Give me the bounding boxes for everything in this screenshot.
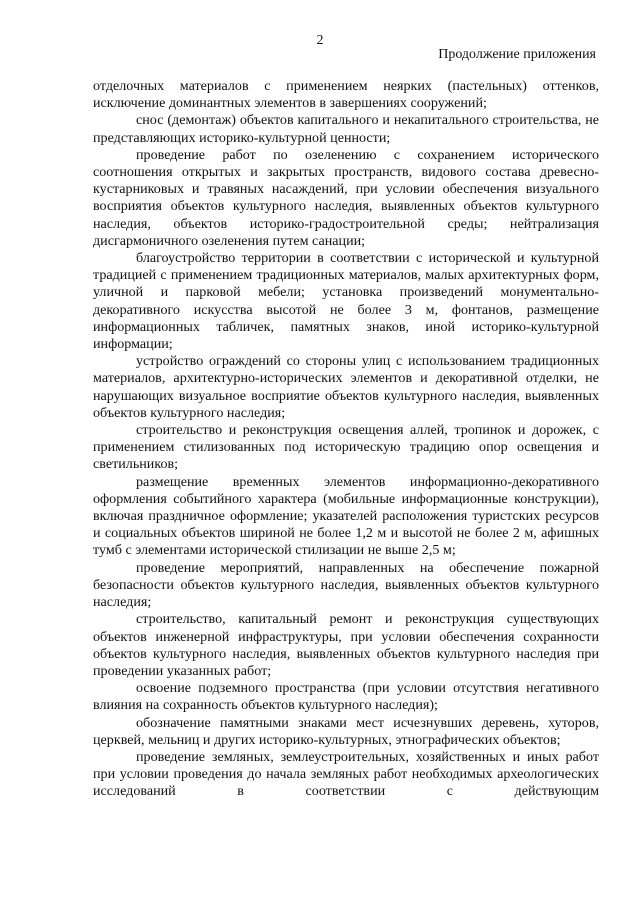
running-header: Продолжение приложения xyxy=(438,47,596,62)
paragraph-fire-safety: проведение мероприятий, направленных на обеспечение пожарной безопасности объектов культурного наследия, выявленных объектов культурного наследия; xyxy=(93,559,599,611)
paragraph-fencing: устройство ограждений со стороны улиц с использованием традиционных материалов, архитектурно-исторических элементов и декоративной отделки, не нарушающих визуальное восприятие объектов культурного наследия, выявленных объектов культурного наследия; xyxy=(93,353,599,421)
page-number: 2 xyxy=(316,33,324,48)
paragraph-temporary-elements: размещение временных элементов информационно-декоративного оформления событийного характера (мобильные информационные конструкции), включая праздничное оформление; указателей расположения туристских ресурсов и социальных объектов шириной не более 1,2 м и высотой не более 2 м, афишных тумб с элементами исторической стилизации не выше 2,5 м; xyxy=(93,473,599,559)
paragraph-memorial-signs: обозначение памятными знаками мест исчезнувших деревень, хуторов, церквей, мельниц и других историко-культурных, этнографических объектов; xyxy=(93,714,599,748)
paragraph-landscaping: проведение работ по озеленению с сохранением исторического соотношения открытых и закрытых пространств, видового состава древесно-кустарниковых и травяных насаждений, при условии обеспечения визуального восприятия объектов культурного наследия, выявленных объектов культурного наследия, объектов историко-градостроительной среды; нейтрализация дисгармоничного озеленения путем санации; xyxy=(93,146,599,249)
paragraph-engineering-infrastructure: строительство, капитальный ремонт и реконструкция существующих объектов инженерной инфраструктуры, при условии обеспечения сохранности объектов культурного наследия, выявленных объектов культурного наследия при проведении указанных работ; xyxy=(93,611,599,679)
paragraph-finishing-materials: отделочных материалов с применением неярких (пастельных) оттенков, исключение доминантных элементов в завершениях сооружений; xyxy=(93,78,599,112)
paragraph-underground-space: освоение подземного пространства (при условии отсутствия негативного влияния на сохранность объектов культурного наследия); xyxy=(93,680,599,714)
paragraph-lighting: строительство и реконструкция освещения аллей, тропинок и дорожек, с применением стилизованных под историческую традицию опор освещения и светильников; xyxy=(93,422,599,473)
document-body xyxy=(93,78,599,801)
paragraph-demolition: снос (демонтаж) объектов капитального и некапитального строительства, не представляющих историко-культурной ценности; xyxy=(93,112,599,146)
paragraph-earthworks: проведение земляных, землеустроительных, хозяйственных и иных работ при условии проведения до начала земляных работ необходимых археологических исследований в соответствии с действующим xyxy=(93,748,599,800)
paragraph-improvement: благоустройство территории в соответствии с исторической и культурной традицией с применением традиционных материалов, малых архитектурных форм, уличной и парковой мебели; установка произведений монументально-декоративного искусства высотой не более 3 м, фонтанов, размещение информационных табличек, памятных знаков, иной историко-культурной информации; xyxy=(93,250,599,353)
